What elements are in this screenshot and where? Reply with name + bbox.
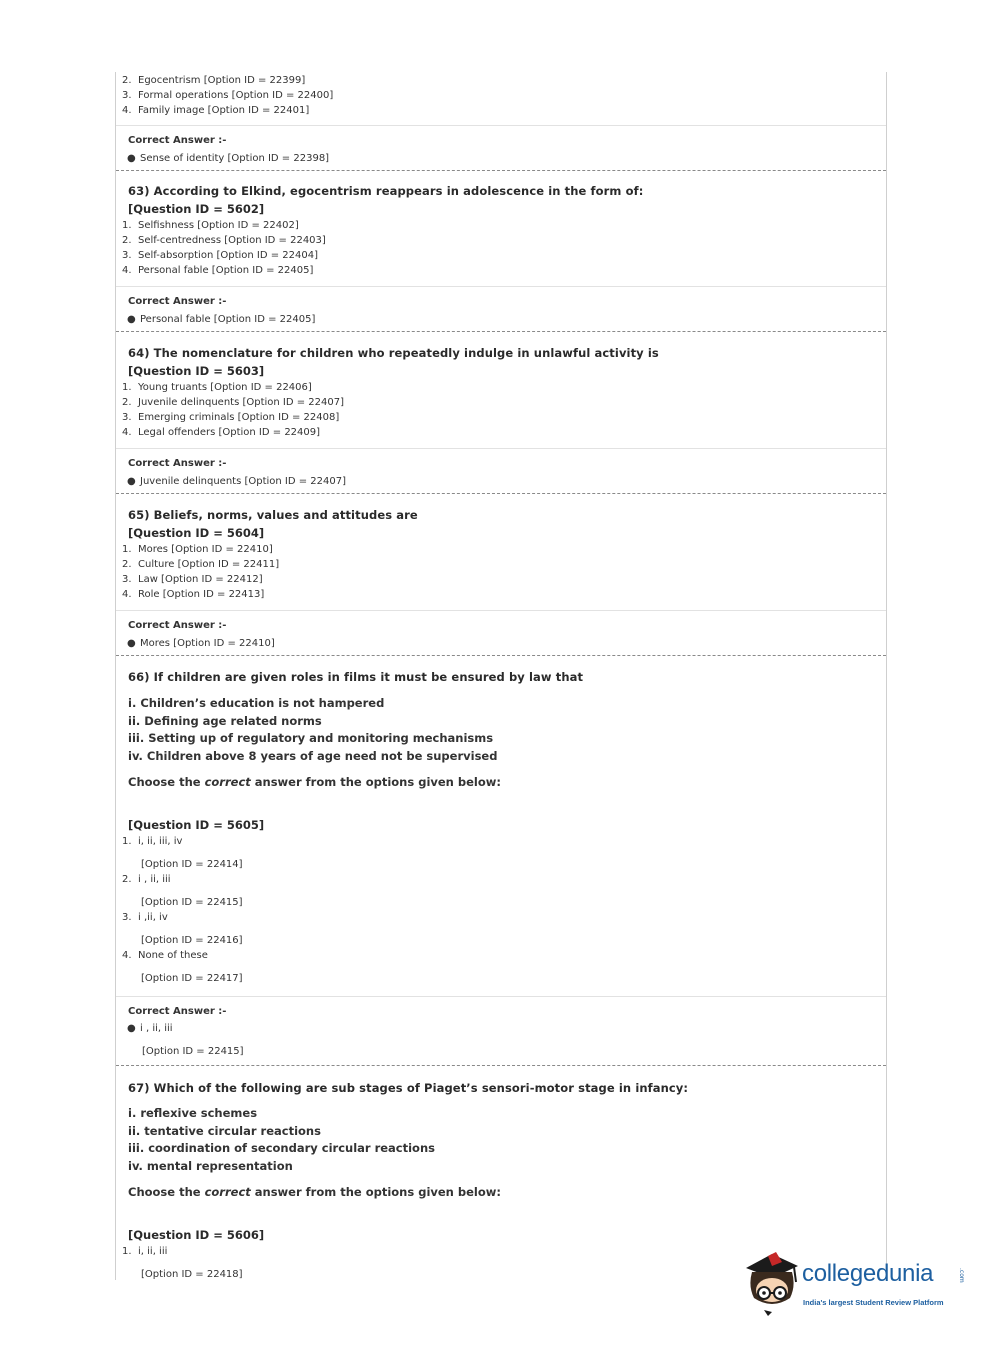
option-item: 1. i, ii, iii: [122, 1246, 168, 1257]
option-item: 2. i , ii, iii: [122, 874, 171, 885]
correct-answer: ● Personal fable [Option ID = 22405]: [127, 314, 316, 325]
q65-question-block: [116, 494, 886, 611]
brand-dotcom: .com: [958, 1268, 965, 1283]
option-item: 3. Law [Option ID = 22412]: [122, 574, 263, 585]
statement-list: [128, 695, 497, 765]
bullet-icon: ●: [127, 314, 136, 325]
q62-answer-block: [116, 126, 886, 171]
correct-answer: ● Mores [Option ID = 22410]: [127, 638, 275, 649]
option-item: 3. i ,ii, iv: [122, 912, 168, 923]
q66-answer-block: [116, 997, 886, 1066]
statement: iv. mental representation: [128, 1158, 293, 1173]
option-item: 4. Personal fable [Option ID = 22405]: [122, 265, 314, 276]
option-item: 4. None of these: [122, 950, 208, 961]
statement-list: [128, 1105, 435, 1175]
q64-option-list: [122, 380, 345, 440]
bullet-icon: ●: [127, 476, 136, 487]
question-text: 63) According to Elkind, egocentrism reappears in adolescence in the form of:: [128, 184, 644, 198]
q63-question-block: [116, 171, 886, 287]
statement: ii. Defining age related norms: [128, 713, 322, 728]
bullet-icon: ●: [127, 153, 136, 164]
brand-tagline: India's largest Student Review Platform: [803, 1298, 944, 1307]
correct-answer-label: Correct Answer :-: [128, 1006, 227, 1017]
option-item: 2. Juvenile delinquents [Option ID = 22407]: [122, 397, 345, 408]
q63-option-list: [122, 218, 326, 278]
bullet-icon: ●: [127, 638, 136, 649]
q62-option-list: [122, 73, 334, 118]
statement: ii. tentative circular reactions: [128, 1123, 321, 1138]
option-item: 2. Culture [Option ID = 22411]: [122, 559, 280, 570]
option-item: 2. Self-centredness [Option ID = 22403]: [122, 235, 326, 246]
question-id: [Question ID = 5605]: [128, 818, 265, 832]
option-item: 1. Young truants [Option ID = 22406]: [122, 382, 312, 393]
correct-answer-label: Correct Answer :-: [128, 296, 227, 307]
statement: i. reflexive schemes: [128, 1106, 258, 1120]
correct-answer-label: Correct Answer :-: [128, 620, 227, 631]
option-id: [Option ID = 22415]: [141, 897, 243, 908]
option-item: 1. Mores [Option ID = 22410]: [122, 544, 273, 555]
statement: iii. coordination of secondary circular reactions: [128, 1141, 435, 1155]
option-item: 3. Emerging criminals [Option ID = 22408]: [122, 412, 340, 423]
option-item: 3. Formal operations [Option ID = 22400]: [122, 90, 334, 101]
q66-option-list: [122, 834, 243, 986]
question-id: [Question ID = 5602]: [128, 202, 265, 216]
question-id: [Question ID = 5603]: [128, 364, 265, 378]
correct-answer: ● Sense of identity [Option ID = 22398]: [127, 153, 330, 164]
correct-answer: ● Juvenile delinquents [Option ID = 22407]: [127, 476, 347, 487]
option-item: 1. i, ii, iii, iv: [122, 836, 183, 847]
option-id: [Option ID = 22417]: [141, 973, 243, 984]
exam-page: [115, 72, 887, 1280]
option-item: 4. Legal offenders [Option ID = 22409]: [122, 427, 321, 438]
option-id: [Option ID = 22414]: [141, 859, 243, 870]
option-id: [Option ID = 22416]: [141, 935, 243, 946]
statement: iii. Setting up of regulatory and monitoring mechanisms: [128, 731, 494, 745]
question-text: 67) Which of the following are sub stages of Piaget’s sensori-motor stage in infancy:: [128, 1081, 689, 1095]
q63-answer-block: [116, 287, 886, 332]
q65-answer-block: [116, 611, 886, 656]
q67-option-list: [122, 1244, 243, 1282]
option-item: 2. Egocentrism [Option ID = 22399]: [122, 75, 306, 86]
question-id: [Question ID = 5604]: [128, 526, 265, 540]
question-id: [Question ID = 5606]: [128, 1228, 265, 1242]
question-text: 64) The nomenclature for children who repeatedly indulge in unlawful activity is: [128, 346, 659, 360]
choose-instruction: Choose the correct answer from the options given below:: [128, 1185, 501, 1199]
collegedunia-logo: [742, 1248, 967, 1318]
option-item: 1. Selfishness [Option ID = 22402]: [122, 220, 299, 231]
choose-instruction: Choose the correct answer from the options given below:: [128, 775, 501, 789]
statement: iv. Children above 8 years of age need not be supervised: [128, 748, 498, 763]
correct-answer-label: Correct Answer :-: [128, 135, 227, 146]
question-text: 66) If children are given roles in films it must be ensured by law that: [128, 670, 584, 684]
q66-question-block: [116, 656, 886, 997]
option-item: 4. Role [Option ID = 22413]: [122, 589, 265, 600]
q64-question-block: [116, 332, 886, 449]
statement: i. Children’s education is not hampered: [128, 696, 385, 710]
correct-answer: ● i , ii, iii: [127, 1023, 173, 1034]
mascot-icon: [742, 1248, 804, 1318]
correct-answer-label: Correct Answer :-: [128, 458, 227, 469]
correct-answer-id: [Option ID = 22415]: [142, 1046, 244, 1057]
option-id: [Option ID = 22418]: [141, 1269, 243, 1280]
bullet-icon: ●: [127, 1023, 136, 1034]
option-item: 3. Self-absorption [Option ID = 22404]: [122, 250, 319, 261]
q65-option-list: [122, 542, 280, 602]
option-item: 4. Family image [Option ID = 22401]: [122, 105, 310, 116]
question-text: 65) Beliefs, norms, values and attitudes are: [128, 508, 418, 522]
q64-answer-block: [116, 449, 886, 494]
brand-name: collegedunia: [802, 1260, 934, 1287]
q62-options-block: [116, 72, 886, 126]
